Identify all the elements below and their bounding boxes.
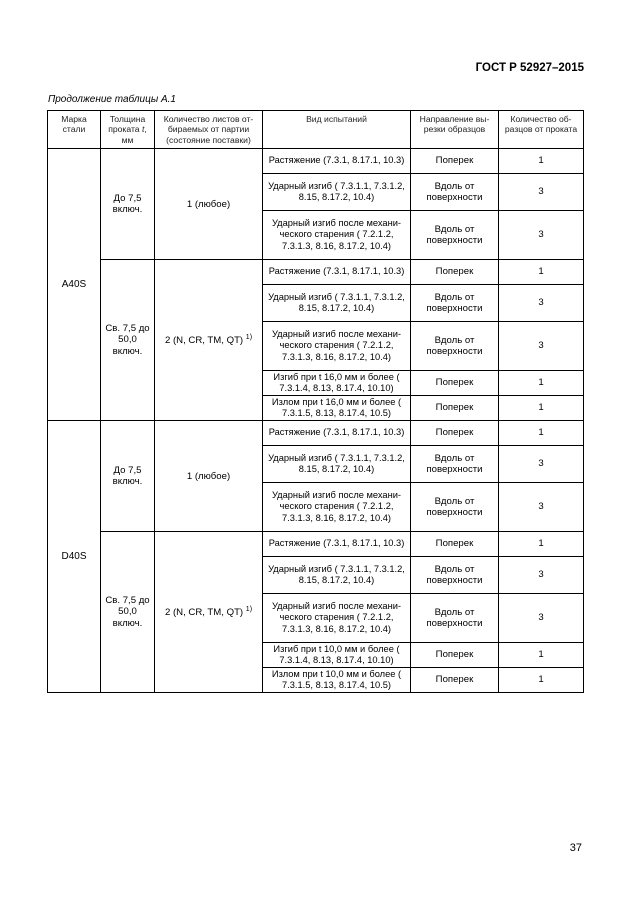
count-cell: 1 bbox=[499, 149, 584, 174]
document-id: ГОСТ Р 52927–2015 bbox=[475, 62, 584, 74]
count-cell: 3 bbox=[499, 483, 584, 532]
direction-cell: Вдоль от поверхности bbox=[411, 483, 499, 532]
count-cell: 3 bbox=[499, 557, 584, 594]
direction-cell: Вдоль от поверхности bbox=[411, 211, 499, 260]
count-cell: 1 bbox=[499, 532, 584, 557]
col-header-count: Количество об-разцов от проката bbox=[499, 111, 584, 149]
count-cell: 1 bbox=[499, 396, 584, 421]
direction-cell: Поперек bbox=[411, 668, 499, 693]
test-type-cell: Растяжение (7.3.1, 8.17.1, 10.3) bbox=[263, 149, 411, 174]
count-cell: 1 bbox=[499, 643, 584, 668]
table-row bbox=[48, 532, 584, 557]
count-cell: 3 bbox=[499, 594, 584, 643]
test-type-cell: Ударный изгиб после механи-ческого старения ( 7.2.1.2, 7.3.1.3, 8.16, 8.17.2, 10.4) bbox=[263, 322, 411, 371]
count-cell: 3 bbox=[499, 211, 584, 260]
direction-cell: Вдоль от поверхности bbox=[411, 174, 499, 211]
direction-cell: Поперек bbox=[411, 396, 499, 421]
table-caption: Продолжение таблицы А.1 bbox=[48, 94, 176, 105]
direction-cell: Поперек bbox=[411, 371, 499, 396]
table-row bbox=[48, 260, 584, 285]
direction-cell: Вдоль от поверхности bbox=[411, 446, 499, 483]
thickness-cell: До 7,5 включ. bbox=[101, 149, 155, 260]
table-row bbox=[48, 421, 584, 446]
test-type-cell: Изгиб при t 16,0 мм и более ( 7.3.1.4, 8.13, 8.17.4, 10.10) bbox=[263, 371, 411, 396]
test-type-cell: Растяжение (7.3.1, 8.17.1, 10.3) bbox=[263, 260, 411, 285]
col-header-sheets: Количество листов от-бираемых от партии (состояние поставки) bbox=[155, 111, 263, 149]
col-header-direction: Направление вы-резки образцов bbox=[411, 111, 499, 149]
table-row bbox=[48, 149, 584, 174]
test-type-cell: Ударный изгиб после механи-ческого старения ( 7.2.1.2, 7.3.1.3, 8.16, 8.17.2, 10.4) bbox=[263, 211, 411, 260]
count-cell: 1 bbox=[499, 260, 584, 285]
test-type-cell: Растяжение (7.3.1, 8.17.1, 10.3) bbox=[263, 532, 411, 557]
table-body bbox=[48, 149, 584, 693]
direction-cell: Поперек bbox=[411, 149, 499, 174]
sheets-cell: 1 (любое) bbox=[155, 421, 263, 532]
direction-cell: Поперек bbox=[411, 643, 499, 668]
grade-cell: А40S bbox=[48, 149, 101, 421]
count-cell: 3 bbox=[499, 322, 584, 371]
count-cell: 3 bbox=[499, 174, 584, 211]
test-type-cell: Ударный изгиб ( 7.3.1.1, 7.3.1.2, 8.15, 8.17.2, 10.4) bbox=[263, 557, 411, 594]
count-cell: 1 bbox=[499, 371, 584, 396]
test-type-cell: Ударный изгиб ( 7.3.1.1, 7.3.1.2, 8.15, 8.17.2, 10.4) bbox=[263, 285, 411, 322]
test-type-cell: Растяжение (7.3.1, 8.17.1, 10.3) bbox=[263, 421, 411, 446]
count-cell: 1 bbox=[499, 421, 584, 446]
test-type-cell: Ударный изгиб после механи-ческого старения ( 7.2.1.2, 7.3.1.3, 8.16, 8.17.2, 10.4) bbox=[263, 483, 411, 532]
direction-cell: Поперек bbox=[411, 260, 499, 285]
sheets-cell: 1 (любое) bbox=[155, 149, 263, 260]
table-header-row bbox=[48, 111, 584, 149]
test-type-cell: Ударный изгиб ( 7.3.1.1, 7.3.1.2, 8.15, 8.17.2, 10.4) bbox=[263, 446, 411, 483]
test-type-cell: Ударный изгиб ( 7.3.1.1, 7.3.1.2, 8.15, 8.17.2, 10.4) bbox=[263, 174, 411, 211]
direction-cell: Поперек bbox=[411, 421, 499, 446]
tests-table bbox=[47, 110, 584, 693]
test-type-cell: Излом при t 10,0 мм и более ( 7.3.1.5, 8.13, 8.17.4, 10.5) bbox=[263, 668, 411, 693]
test-type-cell: Ударный изгиб после механи-ческого старения ( 7.2.1.2, 7.3.1.3, 8.16, 8.17.2, 10.4) bbox=[263, 594, 411, 643]
thickness-cell: Св. 7,5 до 50,0 включ. bbox=[101, 260, 155, 421]
col-header-grade: Марка стали bbox=[48, 111, 101, 149]
thickness-cell: Св. 7,5 до 50,0 включ. bbox=[101, 532, 155, 693]
direction-cell: Вдоль от поверхности bbox=[411, 285, 499, 322]
test-type-cell: Излом при t 16,0 мм и более ( 7.3.1.5, 8.13, 8.17.4, 10.5) bbox=[263, 396, 411, 421]
col-header-test-type: Вид испытаний bbox=[263, 111, 411, 149]
col-header-thickness: Толщина проката t, мм bbox=[101, 111, 155, 149]
direction-cell: Поперек bbox=[411, 532, 499, 557]
page-number: 37 bbox=[569, 842, 582, 854]
direction-cell: Вдоль от поверхности bbox=[411, 594, 499, 643]
sheets-cell: 2 (N, CR, TM, QT) $^{1)}$ bbox=[155, 260, 263, 421]
count-cell: 3 bbox=[499, 285, 584, 322]
direction-cell: Вдоль от поверхности bbox=[411, 322, 499, 371]
sheets-cell: 2 (N, CR, TM, QT) $^{1)}$ bbox=[155, 532, 263, 693]
count-cell: 1 bbox=[499, 668, 584, 693]
test-type-cell: Изгиб при t 10,0 мм и более ( 7.3.1.4, 8.13, 8.17.4, 10.10) bbox=[263, 643, 411, 668]
direction-cell: Вдоль от поверхности bbox=[411, 557, 499, 594]
grade-cell: D40S bbox=[48, 421, 101, 693]
thickness-cell: До 7,5 включ. bbox=[101, 421, 155, 532]
count-cell: 3 bbox=[499, 446, 584, 483]
